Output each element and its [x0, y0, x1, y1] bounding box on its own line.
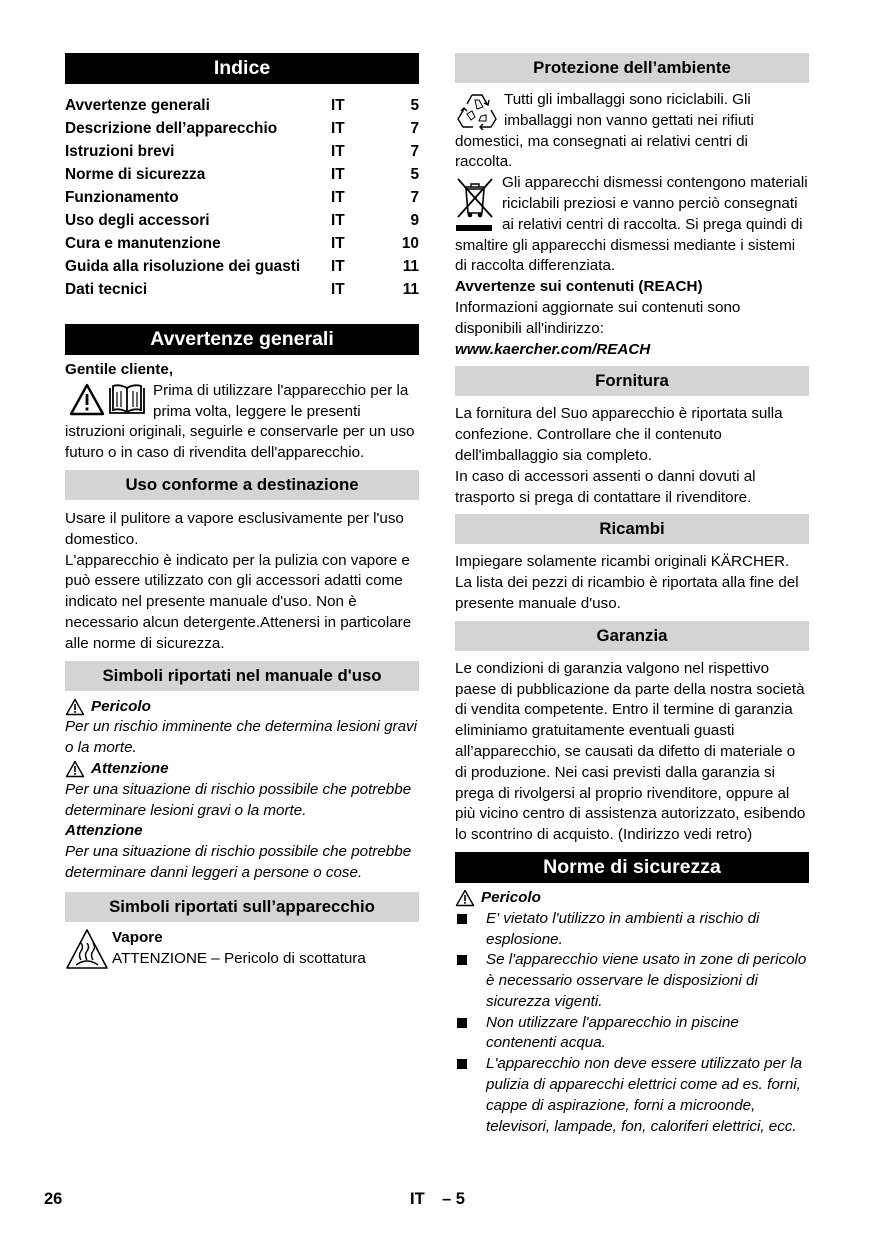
warning-text: Per una situazione di rischio possibile che potrebbe determinare lesioni gravi o la morte. — [65, 780, 412, 819]
danger-label: Pericolo — [91, 697, 151, 715]
bullet-square-icon — [457, 914, 467, 924]
warning-icon — [69, 383, 105, 416]
reach-title: Avvertenze sui contenuti (REACH) — [455, 278, 703, 296]
manual-symbols-heading: Simboli riportati nel manuale d'uso — [65, 661, 419, 691]
steam-label: Vapore — [112, 928, 163, 946]
warning-icon — [455, 889, 475, 907]
toc-row[interactable]: Norme di sicurezza IT 5 — [65, 166, 419, 183]
toc-row[interactable]: Funzionamento IT 7 — [65, 189, 419, 206]
warning-icon — [65, 698, 85, 716]
toc-row[interactable]: Descrizione dell’apparecchio IT 7 — [65, 120, 419, 137]
warranty-text: Le condizioni di garanzia valgono nel rispettivo paese di pubblicazione da parte della nostra società di vendita competente. Entro il termine di garanzia eliminiamo gratuitamente eventuali guasti all’apparecchio, se causati da difetto di materiale o di produzione. Nei casi previsti dalla garanzia si prega di rivolgersi al proprio rivenditore, oppure al più vicino centro di assistenza autorizzato, esibendo lo scontrino di acquisto. (Indirizzo vedi retro) — [455, 659, 806, 844]
hot-steam-icon — [65, 928, 109, 970]
caution-text: Per una situazione di rischio possibile che potrebbe determinare danni leggeri a persone o cose. — [65, 843, 412, 881]
spares-heading: Ricambi — [455, 514, 809, 544]
footer-section-page: – 5 — [442, 1190, 465, 1208]
warning-icon — [65, 760, 85, 778]
safety-bullet: E' vietato l'utilizzo in ambienti a rischio di esplosione. — [455, 909, 809, 951]
toc-row[interactable]: Avvertenze generali IT 5 — [65, 97, 419, 114]
danger-text: Per un rischio imminente che determina lesioni gravi o la morte. — [65, 718, 418, 757]
greeting: Gentile cliente, — [65, 361, 174, 378]
general-intro-continued: istruzioni originali, seguirle e conservarle per un uso futuro o in caso di rivendita dell'apparecchio. — [65, 423, 415, 462]
right-column — [455, 53, 809, 1137]
reach-text: Informazioni aggiornate sui contenuti sono disponibili all'indirizzo: — [455, 298, 741, 337]
warning-label: Attenzione — [91, 759, 169, 777]
page-number: 26 — [44, 1190, 63, 1208]
caution-label: Attenzione — [65, 822, 143, 840]
supply-heading: Fornitura — [455, 366, 809, 396]
environment-heading: Protezione dell’ambiente — [455, 53, 809, 83]
intended-use-text: Usare il pulitore a vapore esclusivamente per l'uso domestico. L'apparecchio è indicato per la pulizia con vapore e può essere utilizzato con gli accessori adatti come indicato nel presente manuale d'uso. Non è necessario alcun detergente.Attenersi in particolare alle norme di sicurezza. — [65, 509, 412, 652]
toc-row[interactable]: Guida alla risoluzione dei guasti IT 11 — [65, 258, 419, 275]
warranty-heading: Garanzia — [455, 621, 809, 651]
recycle-icon — [457, 90, 497, 130]
weee-bin-icon — [455, 175, 495, 233]
steam-text: ATTENZIONE – Pericolo di scottatura — [112, 949, 366, 967]
safety-heading: Norme di sicurezza — [455, 852, 809, 883]
device-symbols-heading: Simboli riportati sull’apparecchio — [65, 892, 419, 922]
toc-row[interactable]: Uso degli accessori IT 9 — [65, 212, 419, 229]
toc-row[interactable]: Istruzioni brevi IT 7 — [65, 143, 419, 160]
toc-row[interactable]: Cura e manutenzione IT 10 — [65, 235, 419, 252]
safety-danger-label: Pericolo — [481, 888, 541, 906]
spares-text: Impiegare solamente ricambi originali KÄRCHER. La lista dei pezzi di ricambio è riportata alla fine del presente manuale d'uso. — [455, 553, 799, 612]
left-column — [65, 53, 419, 970]
intended-use-heading: Uso conforme a destinazione — [65, 470, 419, 500]
safety-bullet: Se l'apparecchio viene usato in zone di pericolo è necessario osservare le disposizioni di sicurezza vigenti. — [455, 950, 809, 1012]
general-intro-text: Prima di utilizzare l'apparecchio per la prima volta, leggere le presenti — [153, 381, 409, 420]
bullet-square-icon — [457, 955, 467, 965]
recycle-text: Tutti gli imballaggi sono riciclabili. Gli imballaggi non vanno gettati nei rifiuti domestici, ma consegnati ai relativi centri di raccolta. — [455, 91, 754, 171]
reach-link[interactable]: www.kaercher.com/REACH — [455, 340, 651, 358]
supply-text: La fornitura del Suo apparecchio è riportata sulla confezione. Controllare che il contenuto dell'imballaggio sia completo. In caso di accessori assenti o danni dovuti al trasporto si prega di contattare il rivenditore. — [455, 405, 783, 506]
general-heading: Avvertenze generali — [65, 324, 419, 355]
toc-row[interactable]: Dati tecnici IT 11 — [65, 281, 419, 298]
table-of-contents — [65, 94, 419, 301]
bullet-square-icon — [457, 1018, 467, 1028]
safety-bullet: L'apparecchio non deve essere utilizzato per la pulizia di apparecchi elettrici come ad es. forni, cappe di aspirazione, forni a microonde, televisori, lampade, fon, caloriferi elettrici, ecc. — [455, 1054, 809, 1137]
read-manual-icon — [107, 383, 147, 416]
weee-text: Gli apparecchi dismessi contengono materiali riciclabili preziosi e vanno perciò consegnati ai relativi centri di raccolta. Si prega quindi di smaltire gli apparecchi dismessi mediante i sistemi di raccolta differenziata. — [455, 174, 808, 275]
footer-lang: IT — [410, 1190, 425, 1208]
bullet-square-icon — [457, 1059, 467, 1069]
safety-bullet: Non utilizzare l'apparecchio in piscine contenenti acqua. — [455, 1013, 809, 1055]
index-heading: Indice — [65, 53, 419, 84]
